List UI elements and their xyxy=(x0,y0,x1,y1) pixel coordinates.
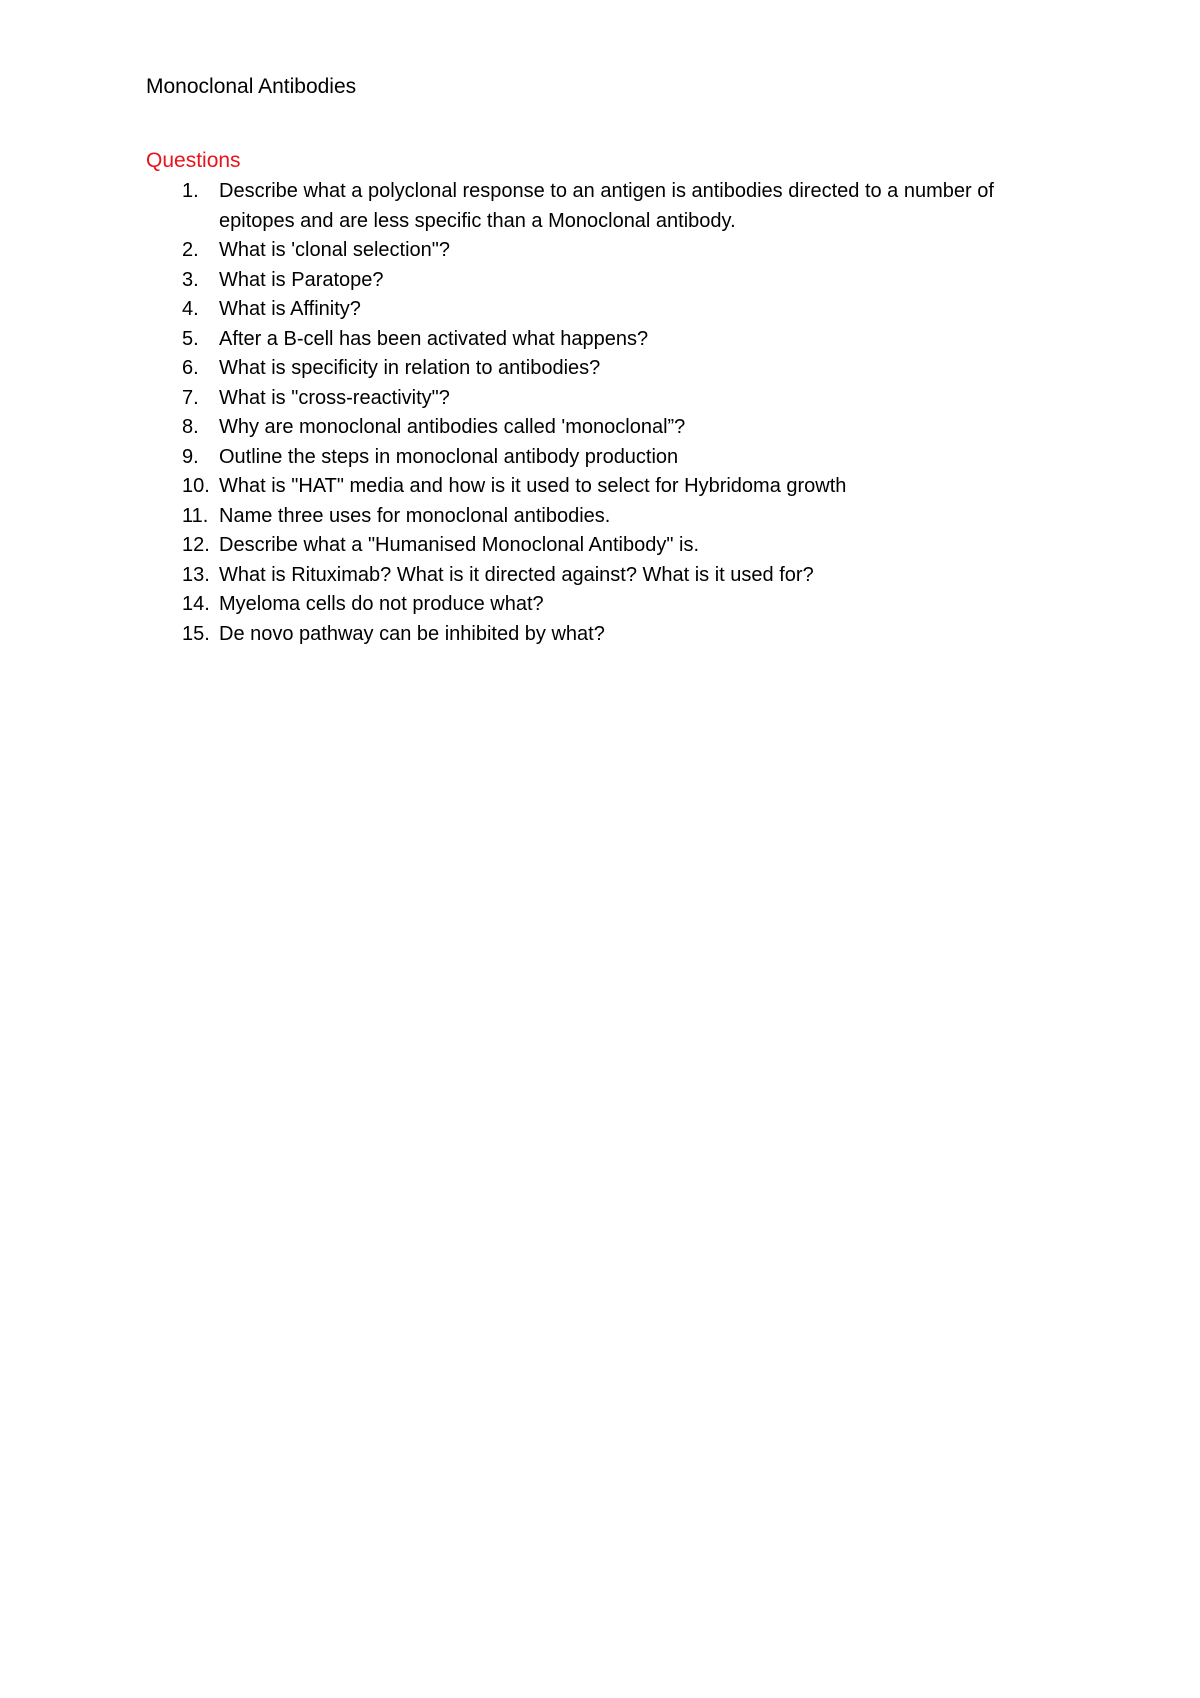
question-number: 10. xyxy=(182,475,210,497)
question-number: 7. xyxy=(182,386,199,409)
question-item xyxy=(146,266,1026,296)
question-number: 13. xyxy=(182,563,210,586)
question-item xyxy=(146,620,1026,650)
question-text: What is "HAT" media and how is it used to select for Hybridoma growth xyxy=(219,475,847,497)
question-number: 8. xyxy=(182,416,199,438)
question-list xyxy=(146,177,1026,649)
question-number: 2. xyxy=(182,239,199,261)
question-item xyxy=(146,177,1026,236)
question-text: What is Affinity? xyxy=(219,298,361,320)
question-text: What is "cross-reactivity"? xyxy=(219,386,450,409)
question-item xyxy=(146,295,1026,325)
question-text: What is 'clonal selection"? xyxy=(219,239,451,261)
question-number: 6. xyxy=(182,357,199,379)
question-text: Outline the steps in monoclonal antibody production xyxy=(219,445,679,468)
question-item xyxy=(146,236,1026,266)
question-item xyxy=(146,354,1026,384)
question-number: 15. xyxy=(182,622,210,645)
question-text: Myeloma cells do not produce what? xyxy=(219,593,544,615)
question-text: What is specificity in relation to antibodies? xyxy=(219,357,601,379)
question-text: Describe what a polyclonal response to an antigen is antibodies directed to a number of epitopes and are less specific than a Monoclonal antibody. xyxy=(219,180,994,232)
question-text: Describe what a "Humanised Monoclonal Antibody" is. xyxy=(219,534,699,556)
question-item xyxy=(146,413,1026,443)
question-number: 4. xyxy=(182,298,199,320)
question-text: Name three uses for monoclonal antibodies. xyxy=(219,504,611,527)
question-number: 1. xyxy=(182,180,199,202)
question-item xyxy=(146,502,1026,532)
question-text: Why are monoclonal antibodies called 'monoclonal”? xyxy=(219,416,686,438)
question-item xyxy=(146,531,1026,561)
question-text: What is Paratope? xyxy=(219,268,384,291)
question-text: De novo pathway can be inhibited by what? xyxy=(219,622,605,645)
question-number: 12. xyxy=(182,534,210,556)
question-item xyxy=(146,384,1026,414)
question-number: 9. xyxy=(182,445,199,468)
document-title: Monoclonal Antibodies xyxy=(146,75,357,98)
question-item xyxy=(146,590,1026,620)
question-number: 3. xyxy=(182,268,199,291)
question-text: After a B-cell has been activated what happens? xyxy=(219,327,649,350)
question-item xyxy=(146,472,1026,502)
question-number: 5. xyxy=(182,327,199,350)
questions-heading: Questions xyxy=(146,149,241,172)
question-number: 14. xyxy=(182,593,210,615)
question-item xyxy=(146,325,1026,355)
question-item xyxy=(146,561,1026,591)
question-item xyxy=(146,443,1026,473)
question-text: What is Rituximab? What is it directed against? What is it used for? xyxy=(219,563,814,586)
question-number: 11. xyxy=(182,504,209,527)
